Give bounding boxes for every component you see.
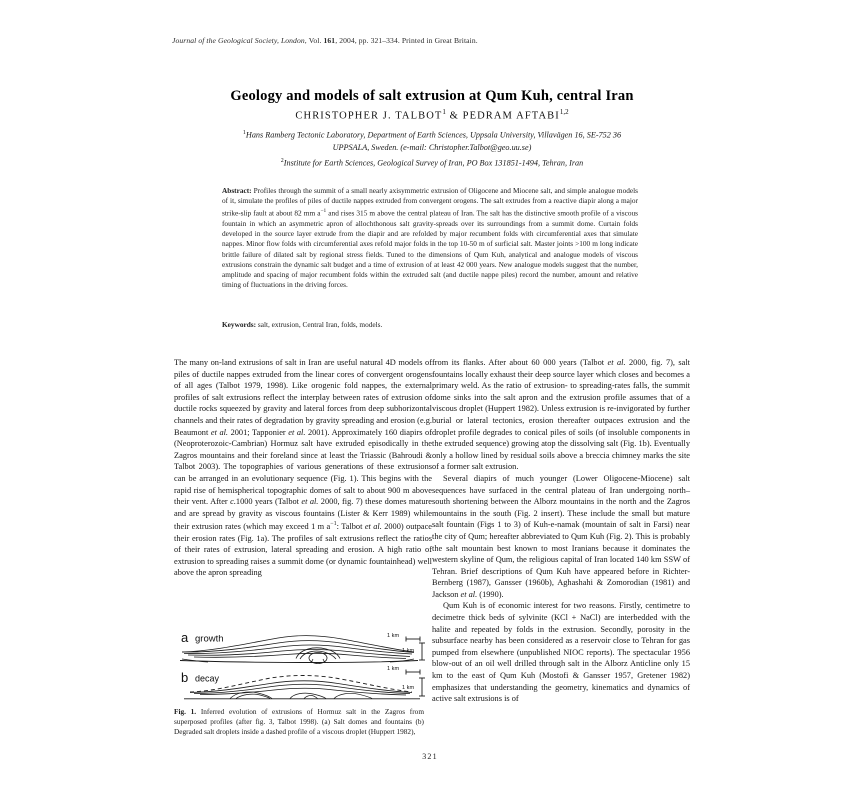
abstract-superscript-one: −1 [320, 208, 327, 215]
lc-p1-part4: 1000 years (Talbot [235, 497, 302, 507]
keywords [222, 320, 638, 329]
right-column-paragraph-two [432, 473, 690, 601]
figure-1-artwork [174, 628, 432, 700]
journal-printed-note: Printed in Great Britain. [401, 36, 478, 45]
figure-1-caption-label: Fig. 1. [174, 707, 197, 716]
right-column [432, 357, 690, 705]
lc-p1-italic4: et al. [301, 497, 319, 507]
author-join: & PEDRAM AFTABI [445, 110, 560, 122]
left-column-paragraph-one [174, 357, 432, 579]
rc-p2-part2: (1990). [477, 589, 504, 599]
lc-p1-italic2: et al. [288, 427, 306, 437]
rc-p1-italic1: et al. [607, 358, 626, 367]
page-number: 321 [422, 752, 438, 761]
rc-p3-part1: Qum Kuh is of economic interest for two reasons. Firstly, centimetre to decimetre thick beds of sylvinite (KCl + NaCl) are interbedded with the halite and repeated by folds in the extrusion. Secondly, porosity in the subsurface nearby has been considered as a reservoir close to Tehran for gas pumped from elsewhere (unpublished NIOC reports). The spectacular 1956 blow-out of an oil well drilled through salt in the Alborz Anticline only 15 km to the east of Qum Kuh (Mostofi & Gansser 1957, Gretener 1982) emphasizes that understanding the geometry, kinematics and dynamics of active salt extrusions is of [432, 601, 690, 704]
affiliation-two-line-one: Institute for Earth Sciences, Geological Survey of Iran, PO Box 131851-1494, Tehran, Iran [283, 158, 584, 168]
affiliation-one-line-two-row [152, 142, 712, 155]
volume-label: Vol. [308, 36, 322, 45]
rc-p2-italic1: et al. [460, 589, 478, 599]
lc-p1-part5: 2000, fig. 7) these domes mature and are spread by gravity as viscous fountains (Lister & Kerr 1989) while their extrusion rates (which may exceed 1 m a [174, 497, 433, 532]
affiliation-one-marker: 1 [242, 130, 246, 136]
lc-p1-part1: The many on-land extrusions of salt in Iran are useful natural 4D models of piles of ductile nappes extruded from the linear cores of convergent orogens of all ages (Talbot 1979, 1998). Like orogenic fold nappes, the external profiles of salt extrusions reflect the interplay between rates of extrusion of ductile rocks squeezed by gravity and lateral forces from deep subhorizontal channels and their rates of degradation by gravity spreading and erosion (e.g. Beaumont [174, 358, 432, 437]
keywords-value: salt, extrusion, Central Iran, folds, models. [256, 320, 383, 329]
affiliation-block [152, 127, 712, 170]
page-title: Geology and models of salt extrusion at Qum Kuh, central Iran [230, 87, 634, 104]
panel-a-label: growth [195, 633, 224, 645]
affiliation-two-marker: 2 [280, 157, 284, 164]
lc-p1-italic1: et al. [210, 427, 229, 437]
figure-1 [174, 628, 432, 737]
right-column-paragraph-one [432, 357, 690, 473]
lc-p1-part3: 2001). Approximately 160 diapirs of (Neoproterozoic-Cambrian) Hormuz salt have extruded episodically in the Zagros mountains and their foreland since at least the Triassic (Bahroudi & Talbot 2003). The topographies of various generations of these extrusions can be arranged in an evolutionary sequence (Fig. 1). This begins with the rapid rise of hemispherical topographic domes of salt to about 900 m above their vent. After [174, 427, 432, 507]
affiliation-one-line-two: UPPSALA, Sweden. (e-mail: Christopher.Talbot@geo.uu.se) [332, 143, 532, 153]
author-two-affiliation-marker: 1,2 [559, 108, 569, 116]
lc-p1-part2: 2001; Tapponier [228, 427, 289, 437]
panel-a-letter: a [181, 630, 189, 645]
abstract-text-part-two: and rises 315 m above the central plateau of Iran. The salt has the distinctive smooth profile of a viscous fountain in which an asymmetric apron of allochthonous salt gravity-spreads over its surroundings from a summit dome. Curtain folds developed in the source layer extrude from the diapir and are refolded by major recumbent folds with circumferential axes that simulate nappes. Minor flow folds with circumferential axes refold major folds in the top 10-50 m of surficial salt. Master joints >100 m long indicate brittle failure of dilated salt by regional stress fields. Tuned to the dimensions of Qum Kuh, analytical and analogue models of viscous extrusions constrain the dynamic salt budget and a time of extrusion of at least 42 000 years. New analogue models suggest that the number, amplitude and spacing of major recumbent folds within the extruded salt (and ductile nappe piles) record the number, amount and relative timing of fluctuations in the driving forces. [222, 208, 638, 290]
rc-p1-part2: 2000, fig. 7), salt fountains locally exhaust their deep source layer which closes and becomes a primary weld. As the ratio of extrusion- to spreading-rates falls, the summit dome sinks into the salt apron and the extrusion profile assumes that of a viscous droplet (Huppert 1982). Unless extrusion is re-invigorated by further burial or lateral tectonics, erosion thereafter outpaces extrusion and the droplet profile degrades to conical piles of soils (of insoluble components in the extruded sequence) growing atop the dissolving salt (Fig. 1b). Eventually only a hollow lined by residual soils above a breccia chimney marks the site of a former salt extrusion. [432, 358, 690, 472]
figure-1-caption-text: Inferred evolution of extrusions of Hormuz salt in the Zagros from superposed profiles (after fig. 3, Talbot 1998). (a) Salt domes and fountains (b) Degraded salt droplets inside a dashed profile of a viscous droplet (Huppert 1982), [174, 707, 424, 736]
right-column-paragraph-three [432, 600, 690, 704]
lc-p1-sup1: −1 [330, 521, 337, 528]
journal-year: 2004, [339, 36, 357, 45]
panel-b-letter: b [181, 670, 189, 685]
abstract [222, 186, 638, 290]
figure-1-caption [174, 707, 424, 737]
left-column [174, 357, 432, 579]
lc-p1-italic5: et al. [364, 522, 382, 532]
scale-b-bottom-label: 1 km [402, 685, 415, 691]
scale-a-bottom-label: 1 km [402, 648, 415, 654]
lc-p1-italic3: c. [230, 497, 236, 507]
abstract-label: Abstract: [222, 186, 252, 195]
lc-p1-part6: : Talbot [336, 522, 365, 532]
journal-pages: pp. 321–334. [358, 36, 400, 45]
author-one: CHRISTOPHER J. TALBOT [295, 110, 443, 122]
journal-header: Journal of the Geological Society, London, Vol. 161, 2004, pp. 321–334. Printed in Great Britain. [172, 36, 478, 45]
panel-b-label: decay [195, 673, 220, 684]
scale-a-top-label: 1 km [387, 633, 400, 639]
journal-name: Journal of the Geological Society, London, [172, 36, 307, 45]
volume-number: 161 [323, 36, 336, 45]
abstract-text-part-one: Profiles through the summit of a small nearly axisymmetric extrusion of Oligocene and Miocene salt, and simple analogue models of it, simulate the profiles of piles of ductile nappes extruded from convergent orogens. The salt extrudes from a reactive diapir along a major strike-slip fault at about 82 mm a [222, 186, 638, 218]
salt-extrusion-profiles-svg [174, 628, 432, 700]
author-one-affiliation-marker: 1 [442, 108, 446, 116]
affiliation-one-line-one: Hans Ramberg Tectonic Laboratory, Department of Earth Sciences, Uppsala University, Villavägen 16, SE-752 36 [245, 130, 622, 140]
rc-p2-part1: Several diapirs of much younger (Lower Oligocene-Miocene) salt sequences have surfaced in the central plateau of Iran undergoing north–south shortening between the Alborz mountains in the north and the Zagros mountains in the south (Fig. 2 insert). These include the small but mature salt fountain (Figs 1 to 3) of Kuh-e-namak (mountain of salt in Farsi) near the city of Qum; hereafter abbreviated to Qum Kuh (Fig. 2). This is probably the salt mountain best known to most Iranians because it dominates the western skyline of Qum, the religious capital of Iran located 140 km SSW of Tehran. Brief descriptions of Qum Kuh have appeared before in Richter-Bernberg (1987), Gansser (1960b), Aghashahi & Zomorodian (1981) and Jackson [432, 473, 690, 599]
lc-p1-part7: 2000) outpace their erosion rates (Fig. 1a). The profiles of salt extrusions reflect the ratios of their rates of extrusion, lateral spreading and erosion. A high ratio of extrusion to spreading raises a summit dome (or dynamic fountainhead) well above the apron spreading [174, 522, 433, 578]
keywords-label: Keywords: [222, 320, 257, 329]
scale-b-top-label: 1 km [387, 666, 400, 672]
affiliation-two [152, 155, 712, 170]
rc-p1-part1: from its flanks. After about 60 000 years (Talbot [432, 358, 608, 367]
affiliation-one [152, 127, 712, 142]
author-list [172, 108, 692, 122]
